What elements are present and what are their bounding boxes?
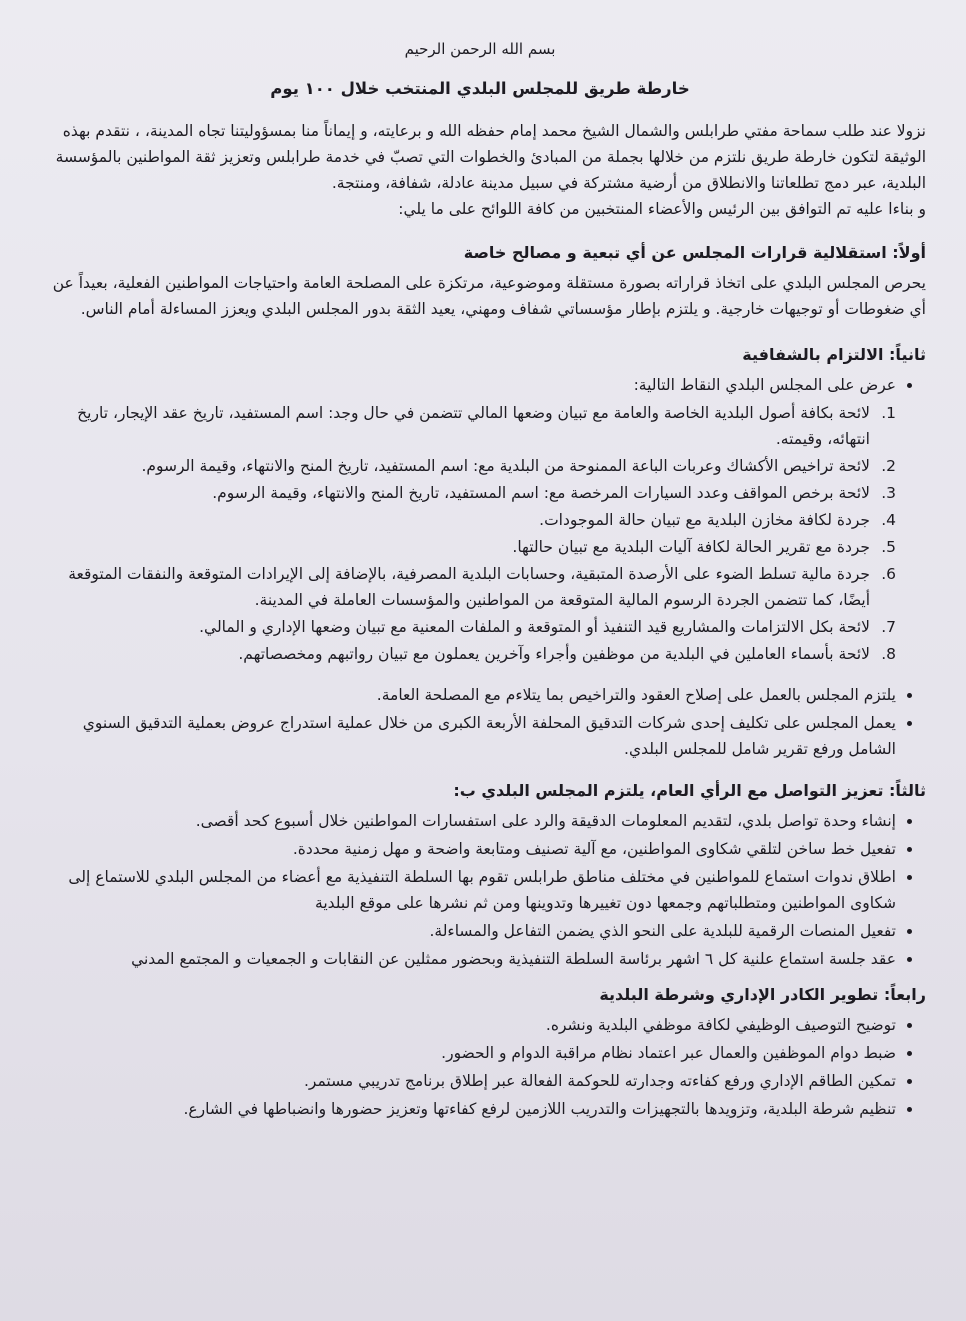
list-item: • توضيح التوصيف الوظيفي لكافة موظفي البلدية ونشره.	[34, 1012, 896, 1038]
section-3-list	[34, 808, 926, 972]
list-item: 8. لائحة بأسماء العاملين في البلدية من موظفين وأجراء وآخرين يعملون مع تبيان رواتبهم ومخصصاتهم.	[238, 645, 896, 663]
section-3-title: ثالثاً: تعزيز التواصل مع الرأي العام، يلتزم المجلس البلدي ب:	[453, 781, 926, 800]
list-item: 3. لائحة برخص المواقف وعدد السيارات المرخصة مع: اسم المستفيد، تاريخ المنح والانتهاء، وقيمة الرسوم.	[212, 484, 896, 502]
section-4-list	[34, 1012, 926, 1122]
transparency-numbered-list	[34, 400, 926, 667]
list-item: • تنظيم شرطة البلدية، وتزويدها بالتجهيزات والتدريب اللازمين لرفع كفاءتها وتعزيز حضورها وانضباطها في الشارع.	[34, 1096, 896, 1122]
list-item: • إنشاء وحدة تواصل بلدي، لتقديم المعلومات الدقيقة والرد على استفسارات المواطنين خلال أسبوع كحد أقصى.	[34, 808, 896, 834]
list-item: 6. جردة مالية تسلط الضوء على الأرصدة المتبقية، وحسابات البلدية المصرفية، بالإضافة إلى الإيرادات المتوقعة والنفقات المتوقعة أيضًا، كما تتضمن الجردة الرسوم المالية المتوقعة من المواطنين والمؤسسات العاملة في المدينة.	[68, 565, 896, 609]
list-item: • عقد جلسة استماع علنية كل ٦ اشهر برئاسة السلطة التنفيذية وبحضور ممثلين عن النقابات و الجمعيات و المجتمع المدني	[34, 946, 896, 972]
intro-agreement-line: و بناءا عليه تم التوافق بين الرئيس والأعضاء المنتخبين من كافة اللوائح على ما يلي:	[398, 200, 926, 218]
list-item: 2. لائحة تراخيص الأكشاك وعربات الباعة الممنوحة من البلدية مع: اسم المستفيد، تاريخ المنح والانتهاء، وقيمة الرسوم.	[141, 457, 896, 475]
section-2-title: ثانياً: الالتزام بالشفافية	[742, 345, 926, 364]
section-1-text: يحرص المجلس البلدي على اتخاذ قراراته بصورة مستقلة وموضوعية، مرتكزة على المصلحة العامة واحتياجات المواطنين الفعلية، بعيداً عن أي ضغوطات أو توجيهات خارجية. و يلتزم بإطار مؤسساتي شفاف ومهني، يعيد الثقة بدور المجلس البلدي ويعزز المساءلة أمام الناس.	[52, 274, 926, 318]
document-title: خارطة طريق للمجلس البلدي المنتخب خلال ١٠٠ يوم	[270, 79, 690, 98]
intro-block	[34, 118, 926, 222]
list-item: • تفعيل خط ساخن لتلقي شكاوى المواطنين، مع آلية تصنيف ومتابعة واضحة و مهل زمنية محددة.	[34, 836, 896, 862]
list-item: • تفعيل المنصات الرقمية للبلدية على النحو الذي يضمن التفاعل والمساءلة.	[34, 918, 896, 944]
list-item: 5. جردة مع تقرير الحالة لكافة آليات البلدية مع تبيان حالتها.	[512, 538, 896, 556]
list-item: 4. جردة لكافة مخازن البلدية مع تبيان حالة الموجودات.	[539, 511, 896, 529]
intro-paragraph: نزولا عند طلب سماحة مفتي طرابلس والشمال الشيخ محمد إمام حفظه الله و برعايته، و إيماناً منا بمسؤوليتنا تجاه المدينة، ، نتقدم بهذه الوثيقة لتكون خارطة طريق نلتزم من خلالها بجملة من المبادئ والخطوات التي تصبّ في خدمة طرابلس وتعزيز ثقة المواطنين بالمؤسسة البلدية، عبر دمج تطلعاتنا والانطلاق من أرضية مشتركة في سبيل مدينة عادلة، شفافة، ومنتجة.	[55, 122, 926, 192]
section-2-lead-list	[34, 372, 926, 398]
section-1-title: أولاً: استقلالية قرارات المجلس عن أي تبعية و مصالح خاصة	[463, 243, 926, 262]
section-2-commitments	[34, 682, 926, 762]
section-2-lead: • عرض على المجلس البلدي النقاط التالية:	[34, 372, 896, 398]
list-item: • يعمل المجلس على تكليف إحدى شركات التدقيق المحلفة الأربعة الكبرى من خلال عملية استدراج عروض بعملية التدقيق السنوي الشامل ورفع تقرير شامل للمجلس البلدي.	[34, 710, 896, 762]
list-item: • ضبط دوام الموظفين والعمال عبر اعتماد نظام مراقبة الدوام و الحضور.	[34, 1040, 896, 1066]
section-4-title: رابعاً: تطوير الكادر الإداري وشرطة البلدية	[599, 985, 926, 1004]
list-item: 1. لائحة بكافة أصول البلدية الخاصة والعامة مع تبيان وضعها المالي تتضمن في حال وجد: اسم المستفيد، تاريخ عقد الإيجار، تاريخ انتهائه، وقيمته.	[77, 404, 896, 448]
list-item: 7. لائحة بكل الالتزامات والمشاريع قيد التنفيذ أو المتوقعة و الملفات المعنية مع تبيان وضعها الإداري و المالي.	[199, 618, 896, 636]
basmala: بسم الله الرحمن الرحيم	[404, 40, 556, 58]
list-item: • تمكين الطاقم الإداري ورفع كفاءته وجدارته للحوكمة الفعالة عبر إطلاق برنامج تدريبي مستمر.	[34, 1068, 896, 1094]
list-item: • يلتزم المجلس بالعمل على إصلاح العقود والتراخيص بما يتلاءم مع المصلحة العامة.	[34, 682, 896, 708]
list-item: • اطلاق ندوات استماع للمواطنين في مختلف مناطق طرابلس تقوم بها السلطة التنفيذية مع أعضاء من المجلس البلدي للاستماع إلى شكاوى المواطنين ومتطلباتهم وجمعها دون تغييرها وتدوينها ومن ثم نشرها على موقع البلدية	[34, 864, 896, 916]
